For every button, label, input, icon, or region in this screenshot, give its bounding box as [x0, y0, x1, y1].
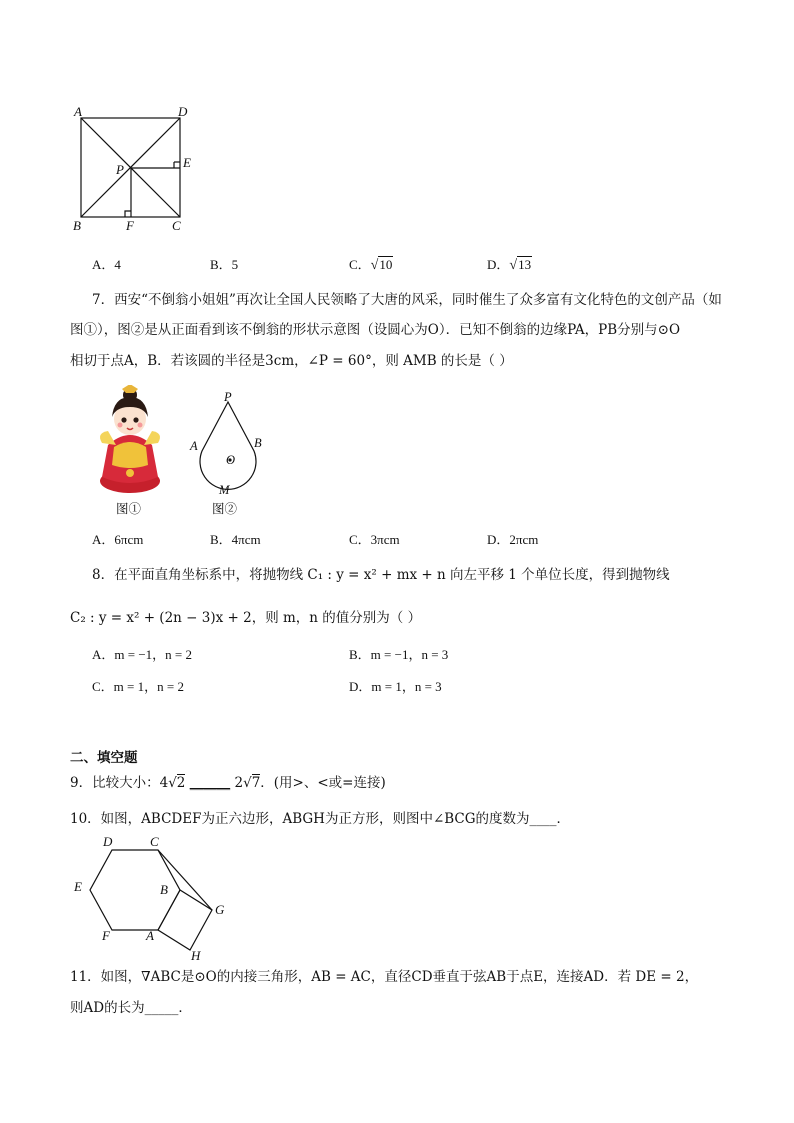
label-f: F [126, 218, 134, 233]
segment-cg [158, 850, 212, 910]
q8-line1: 8．在平面直角坐标系中，将抛物线 C₁ : y = x² + mx + n 向左平移 1 个单位长度，得到抛物线 [92, 567, 670, 583]
section-title: 二、填空题 [70, 750, 138, 766]
tumbler-outline [200, 402, 256, 489]
label-e: E [74, 879, 82, 894]
label-h: H [191, 948, 201, 962]
q6-option-c: C．√10 [349, 257, 393, 273]
q11-line2: 则AD的长为_____． [70, 1000, 192, 1016]
q7-line1: 7．西安“不倒翁小姐姐”再次让全国人民领略了大唐的风采，同时催生了众多富有文化特色的文创产品（如 [92, 292, 722, 308]
q9-blank: ______ [189, 775, 231, 791]
q7-option-d: D．2πcm [487, 532, 539, 547]
q7-line3: 相切于点A，B．若该圆的半径是3cm，∠P = 60°，则 AMB 的长是（ ） [70, 353, 513, 369]
q8-line2: C₂ : y = x² + (2n − 3)x + 2，则 m，n 的值分别为（ ） [70, 610, 422, 626]
q10-line: 10．如图，ABCDEF为正六边形，ABGH为正方形，则图中∠BCG的度数为____． [70, 811, 571, 827]
tumbler-doll-image [94, 385, 166, 497]
label-f: F [102, 928, 110, 943]
label-e: E [183, 155, 191, 170]
label-g: G [215, 902, 225, 917]
label-d: D [178, 104, 188, 119]
label-b: B [254, 436, 262, 450]
q8-option-d: D．m = 1，n = 3 [349, 679, 442, 694]
q8-option-b: B．m = −1，n = 3 [349, 647, 449, 662]
label-a: A [74, 104, 82, 119]
tumbler-shape-figure [186, 390, 266, 500]
label-b: B [73, 218, 81, 233]
square-figure [70, 100, 200, 235]
q11-line1: 11．如图，∇ABC是⊙O的内接三角形，AB = AC，直径CD垂直于弦AB于点E，连接AD．若 DE = 2， [70, 969, 699, 985]
square-abgh [158, 890, 212, 950]
sqrt-sign: √ [168, 775, 177, 791]
right-angle-f [125, 211, 131, 217]
label-c: C [150, 834, 159, 849]
label-d: D [103, 834, 113, 849]
hexagon-square-figure [70, 832, 240, 962]
q6-option-d: D．√13 [487, 257, 532, 273]
q6-option-a: A．4 [92, 257, 121, 272]
sqrt-sign: √ [509, 258, 518, 273]
q6-option-b: B．5 [210, 257, 239, 272]
label-b: B [160, 882, 168, 897]
q8-option-c: C．m = 1，n = 2 [92, 679, 184, 694]
sqrt-sign: √ [370, 258, 379, 273]
label-a: A [146, 928, 154, 943]
label-c: C [172, 218, 181, 233]
q8-option-a: A．m = −1，n = 2 [92, 647, 192, 662]
label-m: M [219, 483, 230, 497]
label-o: O [226, 453, 236, 467]
q9-line: 9．比较大小：4√2 ______ 2√7．(用>、<或=连接) [70, 775, 386, 791]
label-p: P [116, 162, 124, 177]
label-p: P [224, 390, 232, 404]
sqrt-sign: √ [243, 775, 252, 791]
q7-fig1-caption: 图① [116, 501, 142, 516]
q7-fig2-caption: 图② [212, 501, 238, 516]
q7-option-b: B．4πcm [210, 532, 261, 547]
q7-option-c: C．3πcm [349, 532, 400, 547]
label-a: A [190, 439, 198, 453]
q7-option-a: A．6πcm [92, 532, 144, 547]
q7-line2: 图①），图②是从正面看到该不倒翁的形状示意图（设圆心为O）．已知不倒翁的边缘PA，PB分别与⊙O [70, 322, 681, 338]
